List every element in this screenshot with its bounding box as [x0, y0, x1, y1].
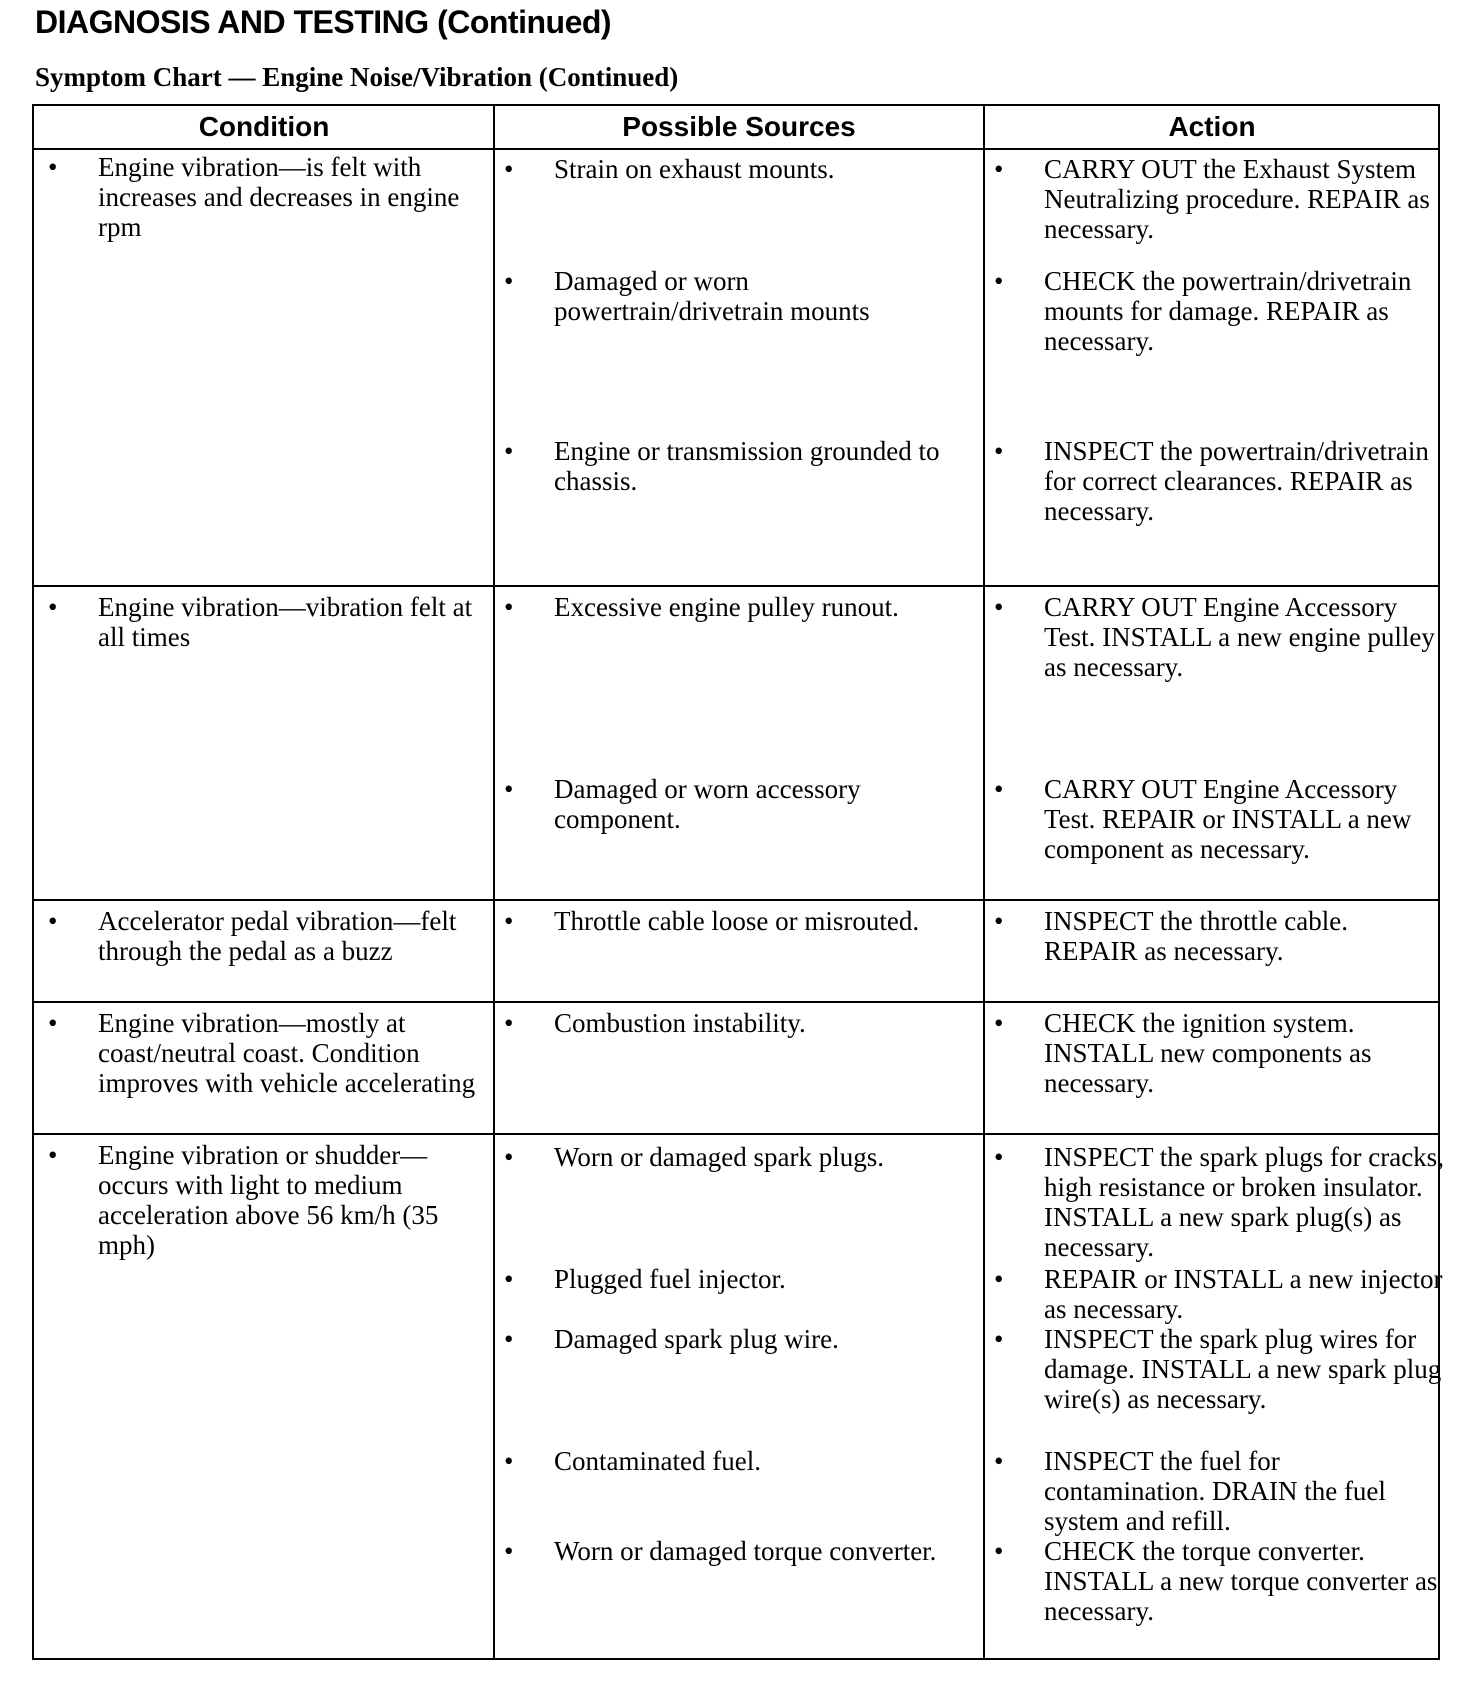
row-divider	[34, 1001, 1438, 1003]
action-text: INSPECT the fuel for contamination. DRAIN the fuel system and refill.	[1044, 1446, 1386, 1536]
bullet-icon: •	[994, 1008, 1004, 1038]
row-divider	[34, 1133, 1438, 1135]
condition-text: Engine vibration—is felt with increases and decreases in engine rpm	[98, 152, 460, 242]
page-title: DIAGNOSIS AND TESTING (Continued)	[35, 4, 612, 40]
bullet-icon: •	[48, 1008, 58, 1038]
action-text: CHECK the ignition system. INSTALL new components as necessary.	[1044, 1008, 1372, 1098]
symptom-chart-table	[32, 104, 1444, 1660]
source-text: Strain on exhaust mounts.	[554, 154, 835, 184]
bullet-icon: •	[994, 906, 1004, 936]
bullet-icon: •	[504, 266, 514, 296]
column-divider	[493, 106, 495, 1658]
bullet-icon: •	[48, 1140, 58, 1170]
action-text: CARRY OUT Engine Accessory Test. REPAIR or INSTALL a new component as necessary.	[1044, 774, 1412, 864]
header-possible-sources: Possible Sources	[494, 106, 984, 150]
condition-text: Accelerator pedal vibration—felt through the pedal as a buzz	[98, 906, 457, 966]
bullet-icon: •	[994, 436, 1004, 466]
bullet-icon: •	[994, 592, 1004, 622]
source-text: Damaged spark plug wire.	[554, 1324, 839, 1354]
bullet-icon: •	[994, 154, 1004, 184]
bullet-icon: •	[48, 152, 58, 182]
source-text: Worn or damaged spark plugs.	[554, 1142, 884, 1172]
bullet-icon: •	[48, 906, 58, 936]
bullet-icon: •	[504, 1008, 514, 1038]
action-text: CARRY OUT the Exhaust System Neutralizing procedure. REPAIR as necessary.	[1044, 154, 1430, 244]
bullet-icon: •	[994, 1446, 1004, 1476]
action-text: CHECK the powertrain/drivetrain mounts for damage. REPAIR as necessary.	[1044, 266, 1412, 356]
bullet-icon: •	[994, 1264, 1004, 1294]
bullet-icon: •	[994, 1324, 1004, 1354]
bullet-icon: •	[504, 774, 514, 804]
bullet-icon: •	[48, 592, 58, 622]
source-text: Excessive engine pulley runout.	[554, 592, 899, 622]
bullet-icon: •	[994, 1142, 1004, 1172]
source-text: Plugged fuel injector.	[554, 1264, 786, 1294]
source-text: Worn or damaged torque converter.	[554, 1536, 937, 1566]
bullet-icon: •	[504, 436, 514, 466]
action-text: REPAIR or INSTALL a new injector as necessary.	[1044, 1264, 1443, 1324]
bullet-icon: •	[994, 774, 1004, 804]
action-text: INSPECT the throttle cable. REPAIR as necessary.	[1044, 906, 1348, 966]
action-text: INSPECT the spark plug wires for damage. INSTALL a new spark plug wire(s) as necessary.	[1044, 1324, 1442, 1414]
source-text: Combustion instability.	[554, 1008, 806, 1038]
bullet-icon: •	[504, 1142, 514, 1172]
action-text: CARRY OUT Engine Accessory Test. INSTALL a new engine pulley as necessary.	[1044, 592, 1435, 682]
condition-text: Engine vibration or shudder—occurs with light to medium acceleration above 56 km/h (35 mph)	[98, 1140, 439, 1260]
source-text: Throttle cable loose or misrouted.	[554, 906, 920, 936]
source-text: Damaged or worn powertrain/drivetrain mounts	[554, 266, 870, 326]
header-action: Action	[984, 106, 1440, 150]
source-text: Contaminated fuel.	[554, 1446, 761, 1476]
source-text: Damaged or worn accessory component.	[554, 774, 861, 834]
action-text: CHECK the torque converter. INSTALL a new torque converter as necessary.	[1044, 1536, 1438, 1626]
bullet-icon: •	[504, 154, 514, 184]
action-text: INSPECT the powertrain/drivetrain for correct clearances. REPAIR as necessary.	[1044, 436, 1429, 526]
bullet-icon: •	[504, 906, 514, 936]
bullet-icon: •	[504, 1264, 514, 1294]
column-divider	[983, 106, 985, 1658]
source-text: Engine or transmission grounded to chassis.	[554, 436, 940, 496]
chart-title: Symptom Chart — Engine Noise/Vibration (Continued)	[35, 62, 679, 92]
bullet-icon: •	[504, 1536, 514, 1566]
row-divider	[34, 585, 1438, 587]
condition-text: Engine vibration—vibration felt at all times	[98, 592, 473, 652]
action-text: INSPECT the spark plugs for cracks, high resistance or broken insulator. INSTALL a new spark plug(s) as necessary.	[1044, 1142, 1444, 1262]
bullet-icon: •	[994, 1536, 1004, 1566]
bullet-icon: •	[994, 266, 1004, 296]
row-divider	[34, 899, 1438, 901]
header-condition: Condition	[34, 106, 494, 150]
bullet-icon: •	[504, 592, 514, 622]
condition-text: Engine vibration—mostly at coast/neutral coast. Condition improves with vehicle accelerating	[98, 1008, 476, 1098]
bullet-icon: •	[504, 1324, 514, 1354]
bullet-icon: •	[504, 1446, 514, 1476]
